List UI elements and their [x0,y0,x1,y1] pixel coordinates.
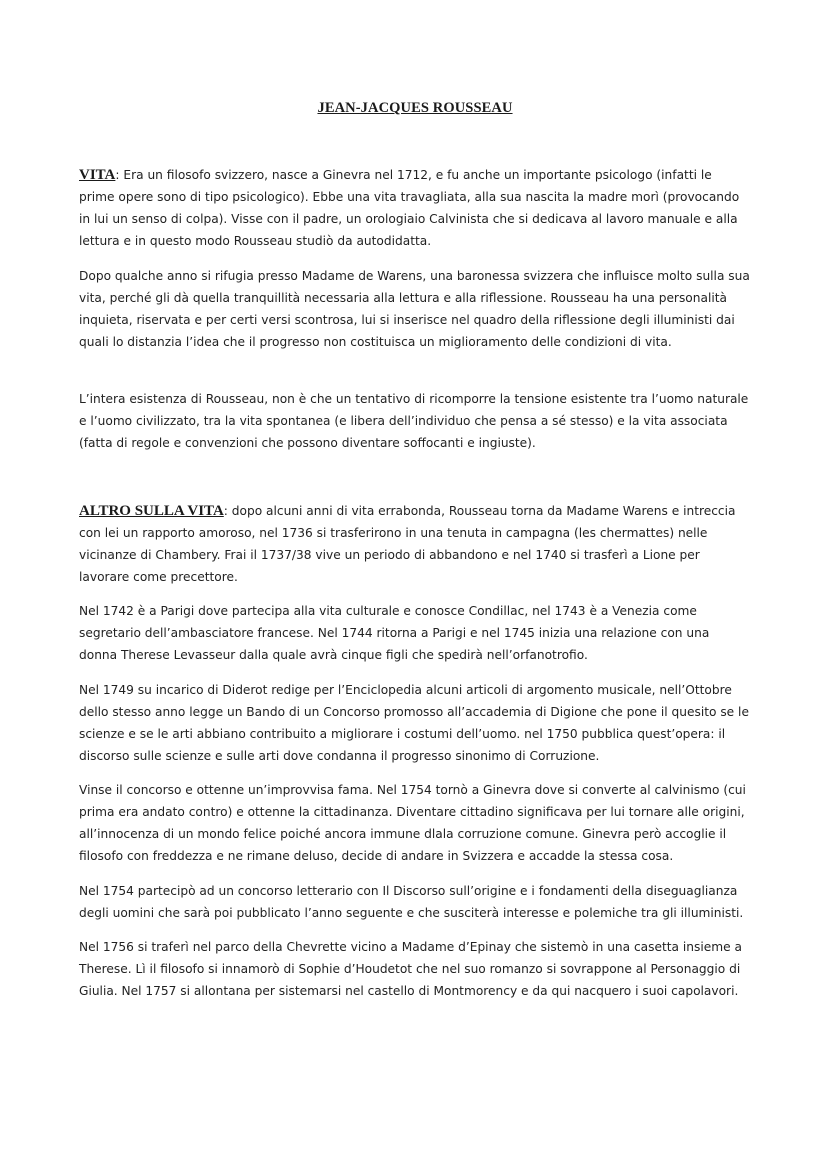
altro-heading: ALTRO SULLA VITA [79,503,224,519]
vita-paragraph-3: L’intera esistenza di Rousseau, non è che un tentativo di ricomporre la tensione esistente tra l’uomo naturale e l’uomo civilizzato, tra la vita spontanea (e libera dell’individuo che pensa a sé stesso) e la vita associata (fatta di regole e convenzioni che possono diventare soffocanti e ingiuste). [79,392,749,450]
vita-heading: VITA [79,167,116,183]
altro-paragraph-5: Nel 1754 partecipò ad un concorso letterario con Il Discorso sull’origine e i fondamenti della diseguaglianza degli uomini che sarà poi pubblicato l’anno seguente e che susciterà interesse e polemiche tra gli illuministi. [79,884,744,920]
altro-paragraph-3: Nel 1749 su incarico di Diderot redige per l’Enciclopedia alcuni articoli di argomento musicale, nell’Ottobre dello stesso anno legge un Bando di un Concorso promosso all’accademia di Digione che pone il quesito se le scienze e se le arti abbiano contribuito a migliorare i costumi dell’uomo. nel 1750 pubblica quest’opera: il discorso sulle scienze e sulle arti dove condanna il progresso sinonimo di Corruzione. [79,683,749,763]
vita-paragraph-1-text: : Era un filosofo svizzero, nasce a Ginevra nel 1712, e fu anche un importante psicologo (infatti le prime opere sono di tipo psicologico). Ebbe una vita travagliata, alla sua nascita la madre morì (provocando in lui un senso di colpa). Visse con il padre, un orologiaio Calvinista che si dedicava al lavoro manuale e alla lettura e in questo modo Rousseau studiò da autodidatta. [79,168,740,248]
altro-paragraph-4: Vinse il concorso e ottenne un’improvvisa fama. Nel 1754 tornò a Ginevra dove si converte al calvinismo (cui prima era andato contro) e ottenne la cittadinanza. Diventare cittadino significava per lui tornare alle origini, all’innocenza di un mondo felice poiché ancora immune dlala corruzione comune. Ginevra però accoglie il filosofo con freddezza e ne rimane deluso, decide di andare in Svizzera e accadde la stessa cosa. [79,783,746,863]
altro-paragraph-1-text: : dopo alcuni anni di vita errabonda, Rousseau torna da Madame Warens e intreccia con lei un rapporto amoroso, nel 1736 si trasferirono in una tenuta in campagna (les chermattes) nelle vicinanze di Chambery. Frai il 1737/38 vive un periodo di abbandono e nel 1740 si trasferì a Lione per lavorare come precettore. [79,504,736,584]
altro-paragraph-2: Nel 1742 è a Parigi dove partecipa alla vita culturale e conosce Condillac, nel 1743 è a Venezia come segretario dell’ambasciatore francese. Nel 1744 ritorna a Parigi e nel 1745 inizia una relazione con una donna Therese Levasseur dalla quale avrà cinque figli che spedirà nell’orfanotrofio. [79,604,710,662]
altro-paragraph-6: Nel 1756 si traferì nel parco della Chevrette vicino a Madame d’Epinay che sistemò in una casetta insieme a Therese. Lì il filosofo si innamorò di Sophie d’Houdetot che nel suo romanzo si sovrappone al Personaggio di Giulia. Nel 1757 si allontana per sistemarsi nel castello di Montmorency e da qui nacquero i suoi capolavori. [79,940,742,998]
altro-paragraph-1 [79,500,751,588]
vita-paragraph-2: Dopo qualche anno si rifugia presso Madame de Warens, una baronessa svizzera che influisce molto sulla sua vita, perché gli dà quella tranquillità necessaria alla lettura e alla riflessione. Rousseau ha una personalità inquieta, riservata e per certi versi scontrosa, lui si inserisce nel quadro della riflessione degli illuministi dai quali lo distanzia l’idea che il progresso non costituisca un miglioramento delle condizioni di vita. [79,269,750,349]
vita-paragraph-1 [79,164,751,252]
document-title: JEAN-JACQUES ROUSSEAU [317,100,513,116]
